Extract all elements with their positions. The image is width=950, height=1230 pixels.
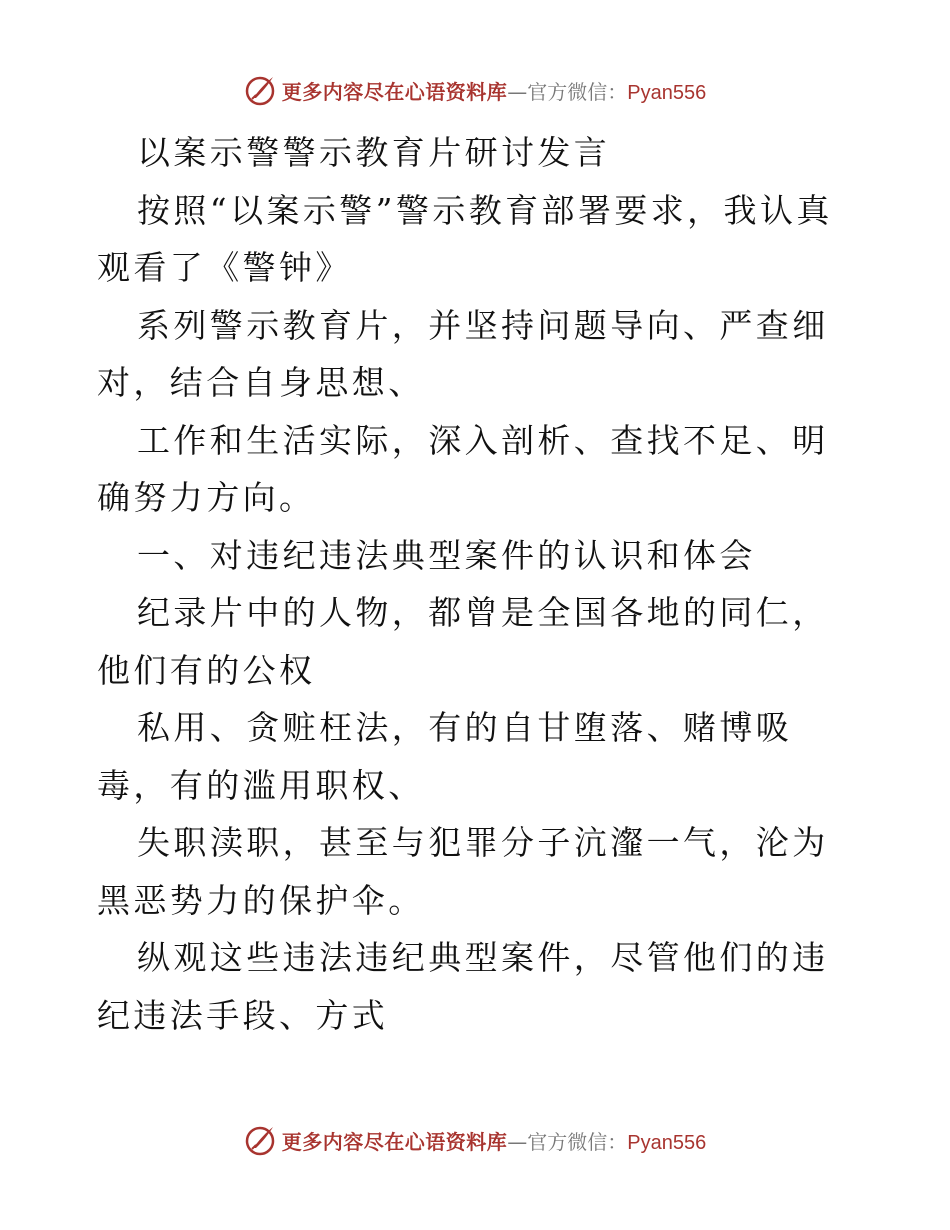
paragraph: 私用、贪赃枉法，有的自甘堕落、赌博吸毒，有的滥用职权、: [97, 708, 793, 805]
paragraph: 按照“以案示警”警示教育部署要求，我认真观看了《警钟》: [97, 190, 833, 287]
watermark-separator: —: [507, 79, 528, 104]
document-body: [97, 124, 857, 1044]
watermark-brand: 更多内容尽在心语资料库: [281, 1129, 508, 1154]
watermark-wechat-account: Pyan556: [627, 1131, 707, 1154]
document-title: 以案示警警示教育片研讨发言: [137, 133, 611, 172]
paragraph: 失职渎职，甚至与犯罪分子沆瀣一气，沦为黑恶势力的保护伞。: [97, 823, 829, 920]
watermark-wechat-label: 官方微信：: [527, 1129, 628, 1154]
quill-logo-icon: [244, 1124, 276, 1156]
footer-watermark: [0, 1122, 950, 1158]
section-heading: 一、对违纪违法典型案件的认识和体会: [137, 535, 756, 575]
watermark-text: [282, 1126, 706, 1155]
watermark-wechat-label: 官方微信：: [527, 79, 628, 104]
paragraph: 系列警示教育片，并坚持问题导向、严查细对，结合自身思想、: [97, 305, 829, 402]
paragraph: 纪录片中的人物，都曾是全国各地的同仁，他们有的公权: [97, 593, 829, 690]
paragraph: 纵观这些违法违纪典型案件，尽管他们的违纪违法手段、方式: [97, 938, 829, 1035]
watermark-text: [282, 76, 706, 105]
quill-logo-icon: [244, 74, 276, 106]
header-watermark: [0, 72, 950, 108]
watermark-wechat-account: Pyan556: [627, 81, 707, 104]
paragraph: 工作和生活实际，深入剖析、查找不足、明确努力方向。: [97, 420, 829, 517]
watermark-separator: —: [507, 1129, 528, 1154]
watermark-brand: 更多内容尽在心语资料库: [281, 79, 508, 104]
